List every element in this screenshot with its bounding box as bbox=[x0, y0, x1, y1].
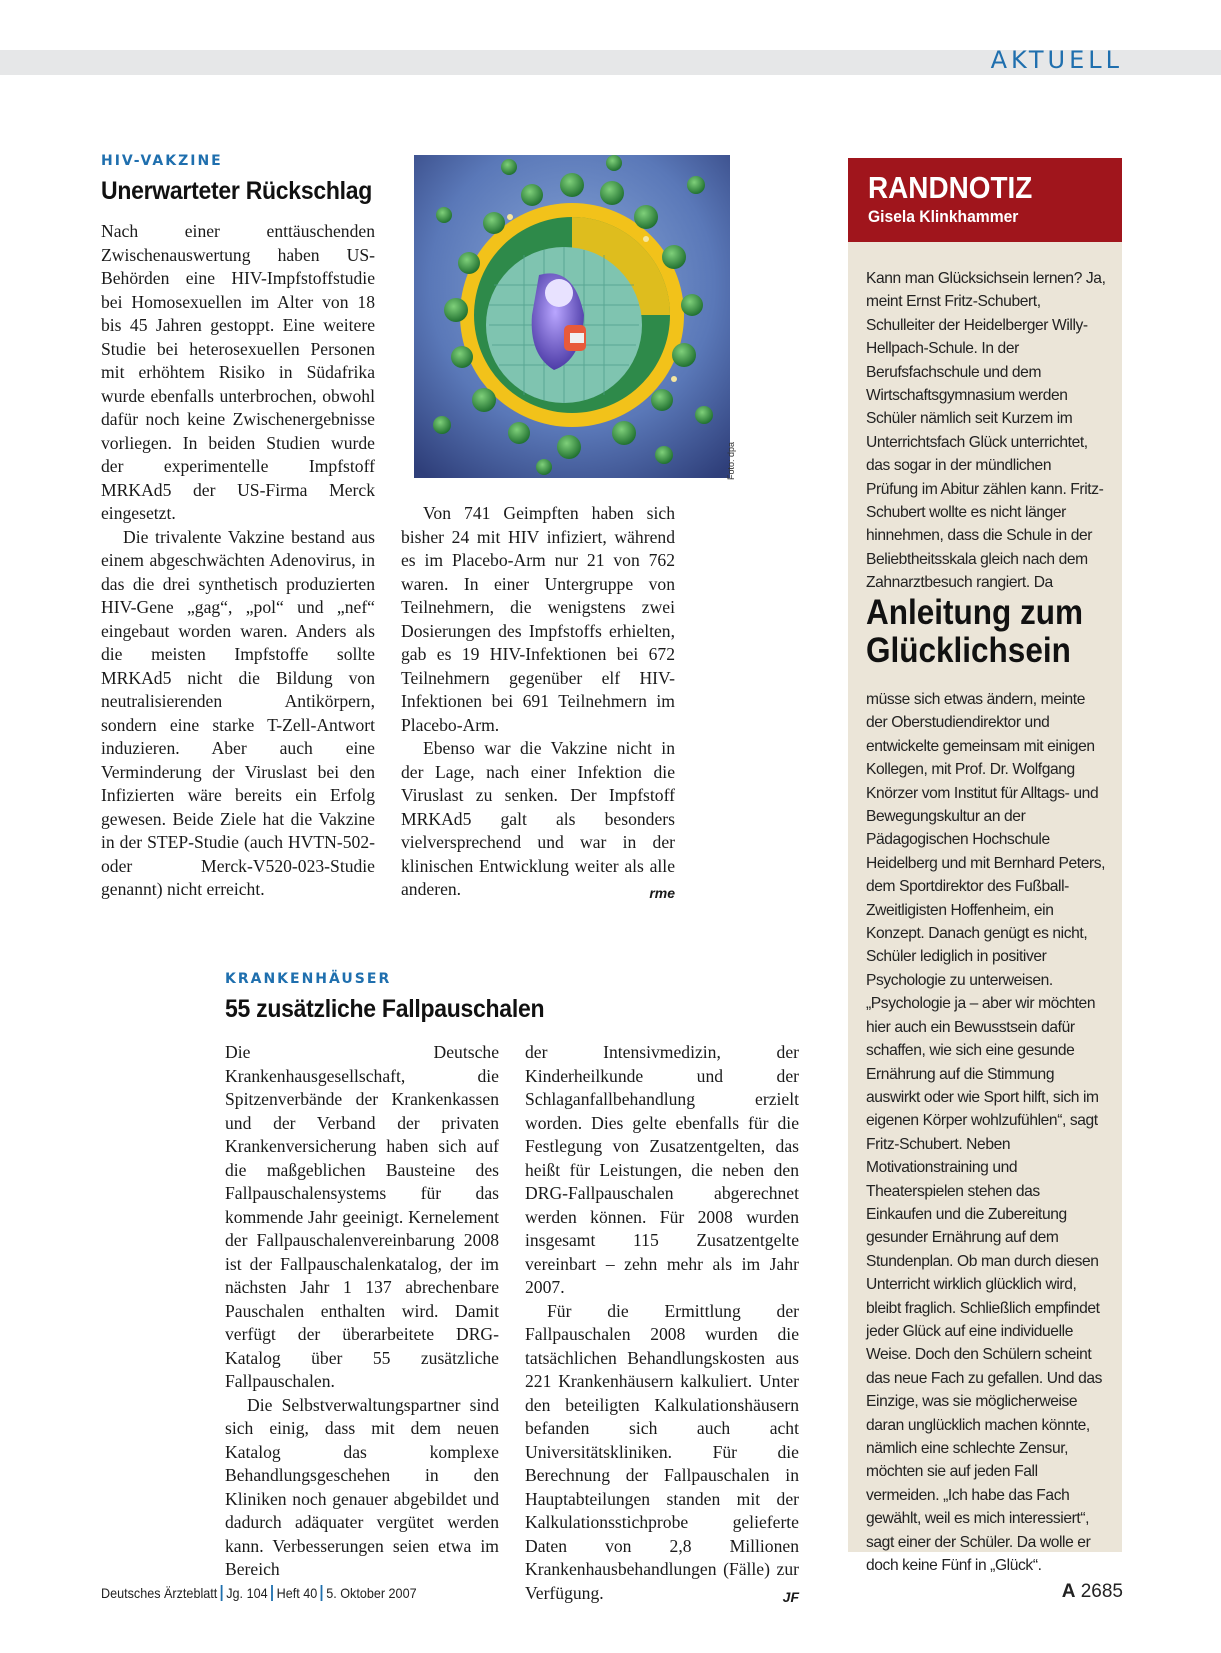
page-prefix: A bbox=[1061, 1581, 1076, 1602]
virus-image bbox=[414, 155, 730, 478]
article2-col1-para: Die Selbstverwaltungspartner sind sich einig, dass mit dem neuen Katalog das komplexe Behandlungsgeschehen in den Kliniken noch genauer abgebildet und dadurch adäquater vergütet werden kann. Verbesserungen seien etwa im Bereich bbox=[225, 1394, 499, 1579]
article1-col2-para-text: Ebenso war die Vakzine nicht in der Lage, nach einer Infektion die Viruslast zu senken. Der Impfstoff MRKAd5 galt als besonders vielversprechend und war in der klinischen Entwicklung weiter als alle anderen. bbox=[401, 738, 675, 899]
sidebar-intro-text: Kann man Glücksichsein lernen? Ja, meint Ernst Fritz-Schubert, Schulleiter der Heidelberger Willy-Hellpach-Schule. In der Berufsfachschule und dem Wirtschaftsgymnasium werden Schüler nämlich seit Kurzem im Unterrichtsfach Glück unterrichtet, das sogar in der mündlichen Prüfung im Abitur zählen kann. Fritz-Schubert wollte es nicht länger hinnehmen, dass die Schule in der Beliebtheitsskala gleich nach dem Zahnarztbesuch rangiert. Da bbox=[866, 270, 1106, 592]
article2-col1-para: Die Deutsche Krankenhausgesellschaft, die Spitzenverbände der Krankenkassen und der Verband der privaten Krankenversicherung haben sich auf die maßgeblichen Bausteine des Fallpauschalensystems für das kommende Jahr geeinigt. Kernelement der Fallpauschalenvereinbarung 2008 ist der Fallpauschalenkatalog, der im nächsten Jahr 1 137 abrechenbare Pauschalen enthalten wird. Damit verfügt der überarbeitete DRG-Katalog über 55 zusätzliche Fallpauschalen. bbox=[225, 1042, 499, 1391]
article1-title: Unerwarteter Rückschlag bbox=[101, 177, 373, 205]
hiv-virus-illustration bbox=[414, 155, 730, 478]
article2-col2-para: der Intensivmedizin, der Kinderheilkunde und der Schlaganfallbehandlung erzielt worden. Dies gelte ebenfalls für die Festlegung von Zusatzentgelten, das heißt für Leistungen, die neben den DRG-Fallpauschalen abgerechnet werden können. Für 2008 wurden insgesamt 115 Zusatzentgelte vereinbart – zehn mehr als im Jahr 2007. bbox=[525, 1042, 799, 1297]
sidebar-headline: Anleitung zum Glücklichsein bbox=[866, 593, 1083, 670]
page-number bbox=[1062, 1581, 1123, 1603]
journal-name: Deutsches Ärzteblatt bbox=[101, 1585, 218, 1601]
article1-col1-para: Die trivalente Vakzine bestand aus einem abgeschwächten Adenovirus, in das die drei synthetisch produzierten HIV-Gene „gag“, „pol“ und „nef“ eingebaut worden waren. Anders als die meisten Impfstoffe sollte MRKAd5 nicht die Bildung von neutralisierenden Antikörpern, sondern eine starke T-Zell-Antwort induzieren. Aber auch eine Verminderung der Viruslast bei den Infizierten wäre bereits ein Erfolg gewesen. Beide Ziele hat die Vakzine in der STEP-Studie (auch HVTN-502- oder Merck-V520-023-Studie genannt) nicht erreicht. bbox=[101, 526, 375, 899]
sidebar-intro bbox=[866, 267, 1106, 595]
footer-separator bbox=[321, 1585, 323, 1601]
article1-signature: rme bbox=[649, 885, 675, 901]
sidebar-title: RANDNOTIZ bbox=[868, 170, 1033, 205]
footer-citation bbox=[101, 1585, 417, 1601]
article2-title: 55 zusätzliche Fallpauschalen bbox=[225, 995, 545, 1023]
article1-col1-para: Nach einer enttäuschenden Zwischenauswertung haben US-Behörden eine HIV-Impfstoffstudie bei Homosexuellen im Alter von 18 bis 45 Jahren gestoppt. Eine weitere Studie bei heterosexuellen Personen mit erhöhtem Risiko in Südafrika wurde ebenfalls unterbrochen, obwohl dafür noch keine Zwischenergebnisse vorliegen. In beiden Studien wurde der experimentelle Impfstoff MRKAd5 der US-Firma Merck eingesetzt. bbox=[101, 221, 375, 523]
sidebar-author: Gisela Klinkhammer bbox=[868, 207, 1019, 226]
page-number-value: 2685 bbox=[1080, 1581, 1123, 1602]
article1-col2-para bbox=[401, 737, 675, 902]
randnotiz-sidebar bbox=[848, 158, 1122, 1575]
article2-column-2 bbox=[525, 1041, 799, 1609]
sidebar-body bbox=[866, 688, 1106, 1577]
article2-kicker: KRANKENHÄUSER bbox=[225, 971, 392, 987]
article1-col2-para: Von 741 Geimpften haben sich bisher 24 mit HIV infiziert, während es im Placebo-Arm nur 21 von 762 waren. In einer Untergruppe von Teilnehmern, die wenigstens zwei Dosierungen des Impfstoffs erhielten, gab es 19 HIV-Infektionen bei 672 Teilnehmern gegenüber elf HIV-Infektionen bei 691 Teilnehmern im Placebo-Arm. bbox=[401, 503, 675, 735]
journal-volume: Jg. 104 bbox=[226, 1585, 268, 1601]
footer-separator bbox=[221, 1585, 223, 1601]
sidebar-body-text: müsse sich etwas ändern, meinte der Oberstudiendirektor und entwickelte gemeinsam mit einigen Kollegen, mit Prof. Dr. Wolfgang Knörzer vom Institut für Alltags- und Bewegungskultur an der Pädagogischen Hochschule Heidelberg und mit Bernhard Peters, dem Sportdirektor des Fußball-Zweitligisten Hoffenheim, ein Konzept. Danach genügt es nicht, Schüler lediglich in positiver Psychologie zu unterweisen. „Psychologie ja – aber wir möchten hier auch ein Bewusstsein dafür schaffen, wie sich eine gesunde Ernährung auf die Stimmung auswirkt oder wie Sport hilft, sich im eigenen Körper wohlzufühlen“, sagt Fritz-Schubert. Neben Motivationstraining und Theaterspielen stehen das Einkaufen und die Zubereitung gesunder Ernährung auf dem Stundenplan. Ob man durch diesen Unterricht wirklich glücklich wird, bleibt fraglich. Schließlich empfindet jeder Glück auf eine individuelle Weise. Doch den Schülern scheint das neue Fach zu gefallen. Und das Einzige, was sie möglicherweise daran unglücklich machen könnte, nämlich eine schlechte Zensur, möchten sie auf jeden Fall vermeiden. „Ich habe das Fach gewählt, weil es mich interessiert“, sagt einer der Schüler. Da wolle er doch keine Fünf in „Glück“. bbox=[866, 691, 1106, 1575]
article2-col2-para-text: Für die Ermittlung der Fallpauschalen 2008 wurden die tatsächlichen Behandlungskosten aus 221 Krankenhäusern kalkuliert. Unter den beteiligten Kalkulationshäusern befanden sich auch acht Universitätskliniken. Für die Berechnung der Fallpauschalen in Hauptabteilungen standen mit der Kalkulationsstichprobe gelieferte Daten von 2,8 Millionen Krankenhausbehandlungen (Fälle) zur Verfügung. bbox=[525, 1300, 799, 1603]
section-label: AKTUELL bbox=[990, 46, 1123, 74]
article2-signature: JF bbox=[782, 1588, 799, 1605]
sidebar-header bbox=[848, 158, 1122, 242]
article2-col2-para bbox=[525, 1300, 799, 1606]
footer-separator bbox=[271, 1585, 273, 1601]
photo-credit: Foto: dpa bbox=[726, 441, 736, 480]
article1-column-2 bbox=[401, 502, 675, 906]
journal-date: 5. Oktober 2007 bbox=[326, 1585, 417, 1601]
article1-column-1 bbox=[101, 220, 375, 902]
journal-issue: Heft 40 bbox=[276, 1585, 318, 1601]
article1-kicker: HIV-VAKZINE bbox=[101, 153, 223, 169]
article2-column-1 bbox=[225, 1041, 499, 1582]
